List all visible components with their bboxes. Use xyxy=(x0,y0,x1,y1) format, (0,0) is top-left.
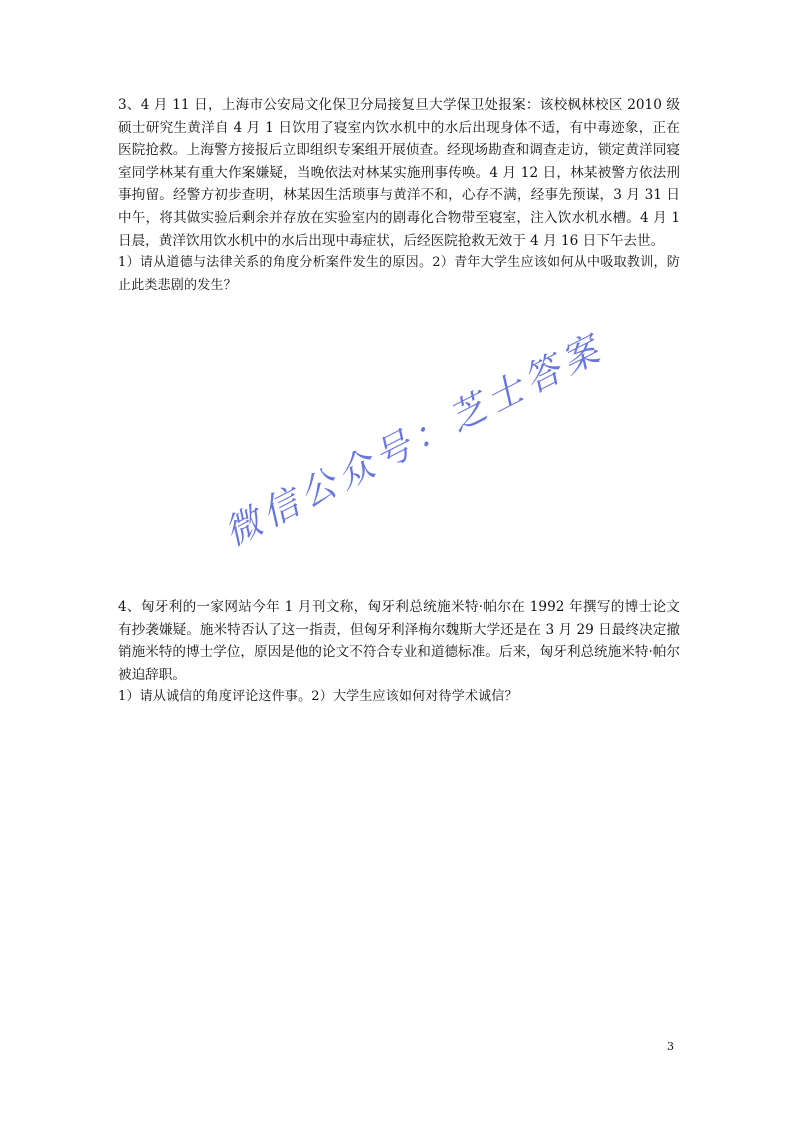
question-4-body: 4、匈牙利的一家网站今年 1 月刊文称，匈牙利总统施米特·帕尔在 1992 年撰写的博士论文有抄袭嫌疑。施米特否认了这一指责，但匈牙利泽梅尔魏斯大学还是在 3 月 29 日最终决定撤销施米特的博士学位，原因是他的论文不符合专业和道德标准。后来，匈牙利总统施米特·帕尔被迫辞职。 xyxy=(118,599,680,683)
question-3-prompt: 1）请从道德与法律关系的角度分析案件发生的原因。2）青年大学生应该如何从中吸取教训，防止此类悲剧的发生？ xyxy=(118,255,680,293)
page-number: 3 xyxy=(667,1040,674,1053)
question-4 xyxy=(118,596,680,709)
question-3 xyxy=(118,94,680,297)
question-4-prompt: 1）请从诚信的角度评论这件事。2）大学生应该如何对待学术诚信？ xyxy=(118,689,518,705)
watermark: 微信公众号：芝士答案 xyxy=(218,327,611,555)
question-3-body: 3、4 月 11 日，上海市公安局文化保卫分局接复旦大学保卫处报案：该校枫林校区 2010 级硕士研究生黄洋自 4 月 1 日饮用了寝室内饮水机中的水后出现身体不适，有中毒迹象，正在医院抢救。上海警方接报后立即组织专案组开展侦查。经现场勘查和调查走访，锁定黄洋同寝室同学林某有重大作案嫌疑，当晚依法对林某实施刑事传唤。4 月 12 日，林某被警方依法刑事拘留。经警方初步查明，林某因生活琐事与黄洋不和，心存不满，经事先预谋，3 月 31 日中午，将其做实验后剩余并存放在实验室内的剧毒化合物带至寝室，注入饮水机水槽。4 月 1 日晨，黄洋饮用饮水机中的水后出现中毒症状，后经医院抢救无效于 4 月 16 日下午去世。 xyxy=(118,97,680,249)
